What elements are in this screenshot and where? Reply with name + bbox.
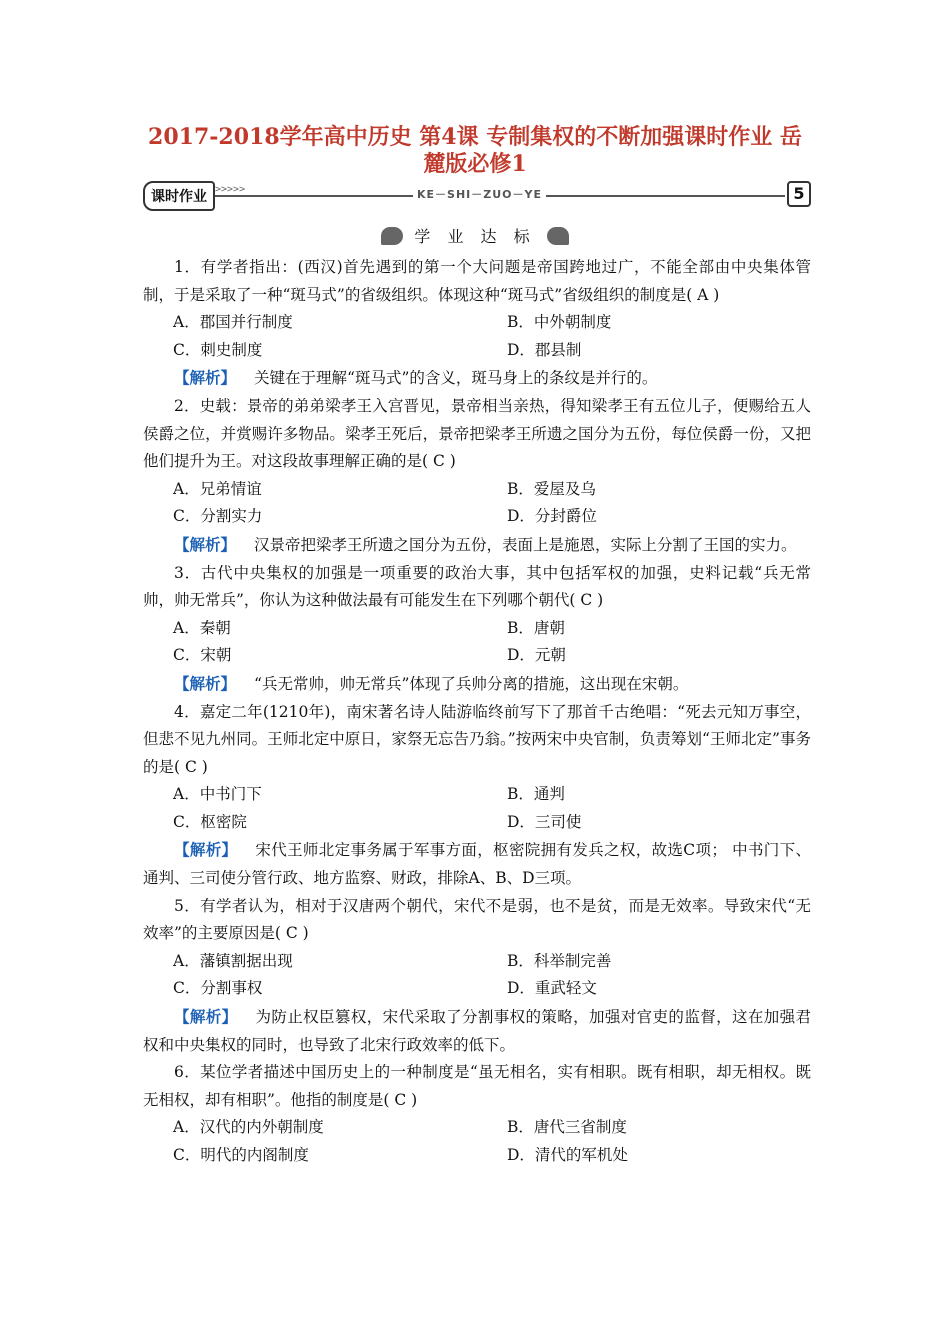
banner-number: 5 [787, 181, 811, 207]
analysis-tag: 【解析】 [174, 534, 237, 554]
section-title: 学 业 达 标 [414, 227, 536, 246]
question-item [143, 393, 811, 560]
answer-option: C．分割实力 [173, 507, 263, 526]
open-quote-icon [381, 227, 403, 245]
section-heading [0, 224, 950, 247]
question-stem: 4．嘉定二年(1210年)，南宋著名诗人陆游临终前写下了那首千古绝唱：“死去元知万事空，但悲不见九州同。王师北定中原日，家祭无忘告乃翁。”按两宋中央官制，负责筹划“王师北定”事务的是( C ) [143, 702, 811, 776]
option-list [143, 476, 811, 531]
answer-option: B．通判 [507, 785, 565, 804]
analysis-tag: 【解析】 [174, 840, 238, 860]
answer-option: B．唐代三省制度 [507, 1118, 627, 1137]
question-stem: 1．有学者指出：(西汉)首先遇到的第一个大问题是帝国跨地过广，不能全部由中央集体管制，于是采取了一种“斑马式”的省级组织。体现这种“斑马式”省级组织的制度是( A ) [143, 258, 811, 304]
analysis-paragraph [143, 836, 811, 892]
answer-option: A．郡国并行制度 [173, 313, 293, 332]
option-list [143, 309, 811, 364]
option-list [143, 1114, 811, 1169]
answer-option: D．分封爵位 [507, 507, 597, 526]
question-item [143, 699, 811, 893]
banner-label: 课时作业 [143, 181, 215, 211]
answer-option: A．兄弟情谊 [173, 479, 262, 498]
option-list [143, 615, 811, 670]
question-stem: 5．有学者认为，相对于汉唐两个朝代，宋代不是弱，也不是贫，而是无效率。导致宋代“无效率”的主要原因是( C ) [143, 896, 811, 943]
answer-option: D．三司使 [507, 812, 582, 831]
homework-banner [143, 178, 811, 210]
option-list [143, 781, 811, 836]
analysis-paragraph [143, 670, 811, 699]
question-list [143, 254, 811, 1170]
question-item [143, 893, 811, 1060]
answer-option: D．重武轻文 [507, 979, 597, 998]
analysis-tag: 【解析】 [174, 1007, 238, 1027]
title-line-1: 2017-2018学年高中历史 第4课 专制集权的不断加强课时作业 岳 [148, 124, 802, 150]
answer-option: A．汉代的内外朝制度 [173, 1118, 324, 1137]
analysis-text: 关键在于理解“斑马式”的含义，斑马身上的条纹是并行的。 [254, 369, 658, 388]
answer-option: A．中书门下 [173, 785, 262, 804]
close-quote-icon [547, 227, 569, 245]
answer-option: B．唐朝 [507, 618, 565, 637]
answer-option: C．分割事权 [173, 979, 263, 998]
banner-code: KE－SHI－ZUO－YE [413, 186, 546, 202]
question-stem: 2．史载：景帝的弟弟梁孝王入宫晋见，景帝相当亲热，得知梁孝王有五位儿子，便赐给五人侯爵之位，并赏赐许多物品。梁孝王死后，景帝把梁孝王所遗之国分为五份，每位侯爵一份，又把他们提升为王。对这段故事理解正确的是( C ) [143, 396, 811, 471]
answer-option: A．秦朝 [173, 618, 231, 637]
answer-option: C．明代的内阁制度 [173, 1146, 309, 1164]
option-list [143, 948, 811, 1003]
analysis-text: 汉景帝把梁孝王所遗之国分为五份，表面上是施恩，实际上分割了王国的实力。 [254, 535, 797, 554]
analysis-text: 宋代王师北定事务属于军事方面，枢密院拥有发兵之权，故选C项； 中书门下、通判、三司使分管行政、地方监察、财政，排除A、B、D三项。 [143, 841, 811, 888]
analysis-text: 为防止权臣篡权，宋代采取了分割事权的策略，加强对官吏的监督，这在加强君权和中央集权的同时，也导致了北宋行政效率的低下。 [143, 1008, 811, 1054]
analysis-paragraph [143, 1003, 811, 1059]
title-line-2: 麓版必修1 [423, 151, 527, 177]
answer-option: B．爱屋及乌 [507, 479, 596, 498]
answer-option: C．宋朝 [173, 646, 232, 665]
question-stem: 6．某位学者描述中国历史上的一种制度是“虽无相名，实有相职。既有相职，却无相权。既无相权，却有相职”。他指的制度是( C ) [143, 1063, 811, 1109]
question-item [143, 560, 811, 699]
answer-option: D．清代的军机处 [507, 1146, 628, 1164]
analysis-text: “兵无常帅，帅无常兵”体现了兵帅分离的措施，这出现在宋朝。 [254, 674, 689, 693]
analysis-paragraph [143, 531, 811, 560]
question-stem: 3．古代中央集权的加强是一项重要的政治大事，其中包括军权的加强，史料记载“兵无常帅，帅无常兵”，你认为这种做法最有可能发生在下列哪个朝代( C ) [143, 563, 811, 610]
question-item [143, 254, 811, 393]
document-title [0, 124, 950, 178]
answer-option: A．藩镇割据出现 [173, 951, 293, 970]
answer-option: B．科举制完善 [507, 951, 612, 970]
answer-option: C．刺史制度 [173, 340, 263, 359]
answer-option: D．郡县制 [507, 340, 582, 359]
answer-option: D．元朝 [507, 646, 566, 665]
analysis-paragraph [143, 364, 811, 393]
analysis-tag: 【解析】 [174, 368, 237, 388]
answer-option: B．中外朝制度 [507, 313, 612, 332]
analysis-tag: 【解析】 [174, 673, 237, 693]
answer-option: C．枢密院 [173, 812, 247, 831]
question-item [143, 1059, 811, 1169]
banner-arrows: >>>>> [215, 184, 246, 195]
